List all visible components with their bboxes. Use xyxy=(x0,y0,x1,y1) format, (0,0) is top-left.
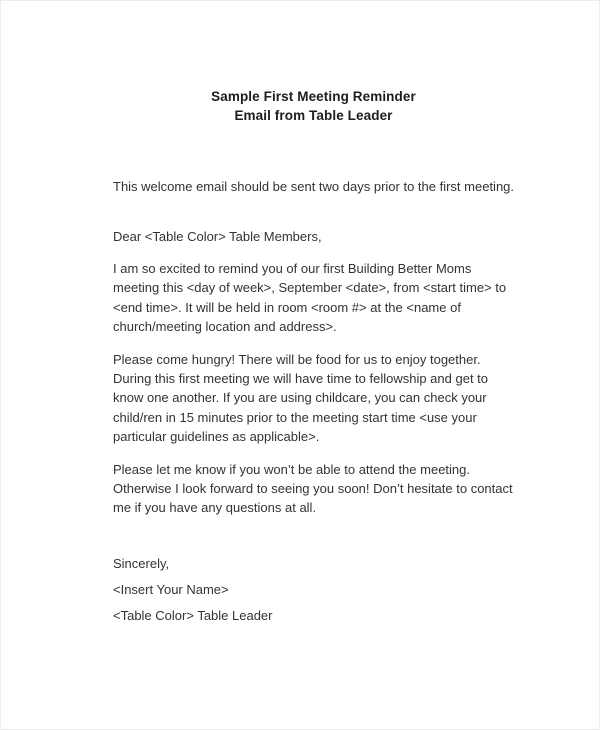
document-body xyxy=(113,1,514,625)
signature-name: <Insert Your Name> xyxy=(113,581,229,597)
body-paragraph-3: Please let me know if you won’t be able to attend the meeting. Otherwise I look forward to seeing you soon! Don’t hesitate to contact me if you have any questions at all. xyxy=(113,461,513,516)
page-title-line-1: Sample First Meeting Reminder xyxy=(211,89,416,104)
page-title xyxy=(113,1,514,125)
page-title-line-2: Email from Table Leader xyxy=(234,108,393,123)
signature-block xyxy=(113,518,514,625)
signature-role: <Table Color> Table Leader xyxy=(113,607,273,623)
body-paragraph-1: I am so excited to remind you of our first Building Better Moms meeting this <day of week>, September <date>, from <start time> to <end time>. It will be held in room <room #> at the <name of church/meeting location and address>. xyxy=(113,261,507,335)
body-paragraph-2: Please come hungry! There will be food for us to enjoy together. During this first meeting we will have time to fellowship and get to know one another. If you are using childcare, you can check your child/ren in 15 minutes prior to the meeting start time <use your particular guidelines as applicable>. xyxy=(113,351,489,445)
intro-note: This welcome email should be sent two days prior to the first meeting. xyxy=(113,179,515,194)
salutation: Dear <Table Color> Table Members, xyxy=(113,229,322,244)
valediction: Sincerely, xyxy=(113,555,170,571)
